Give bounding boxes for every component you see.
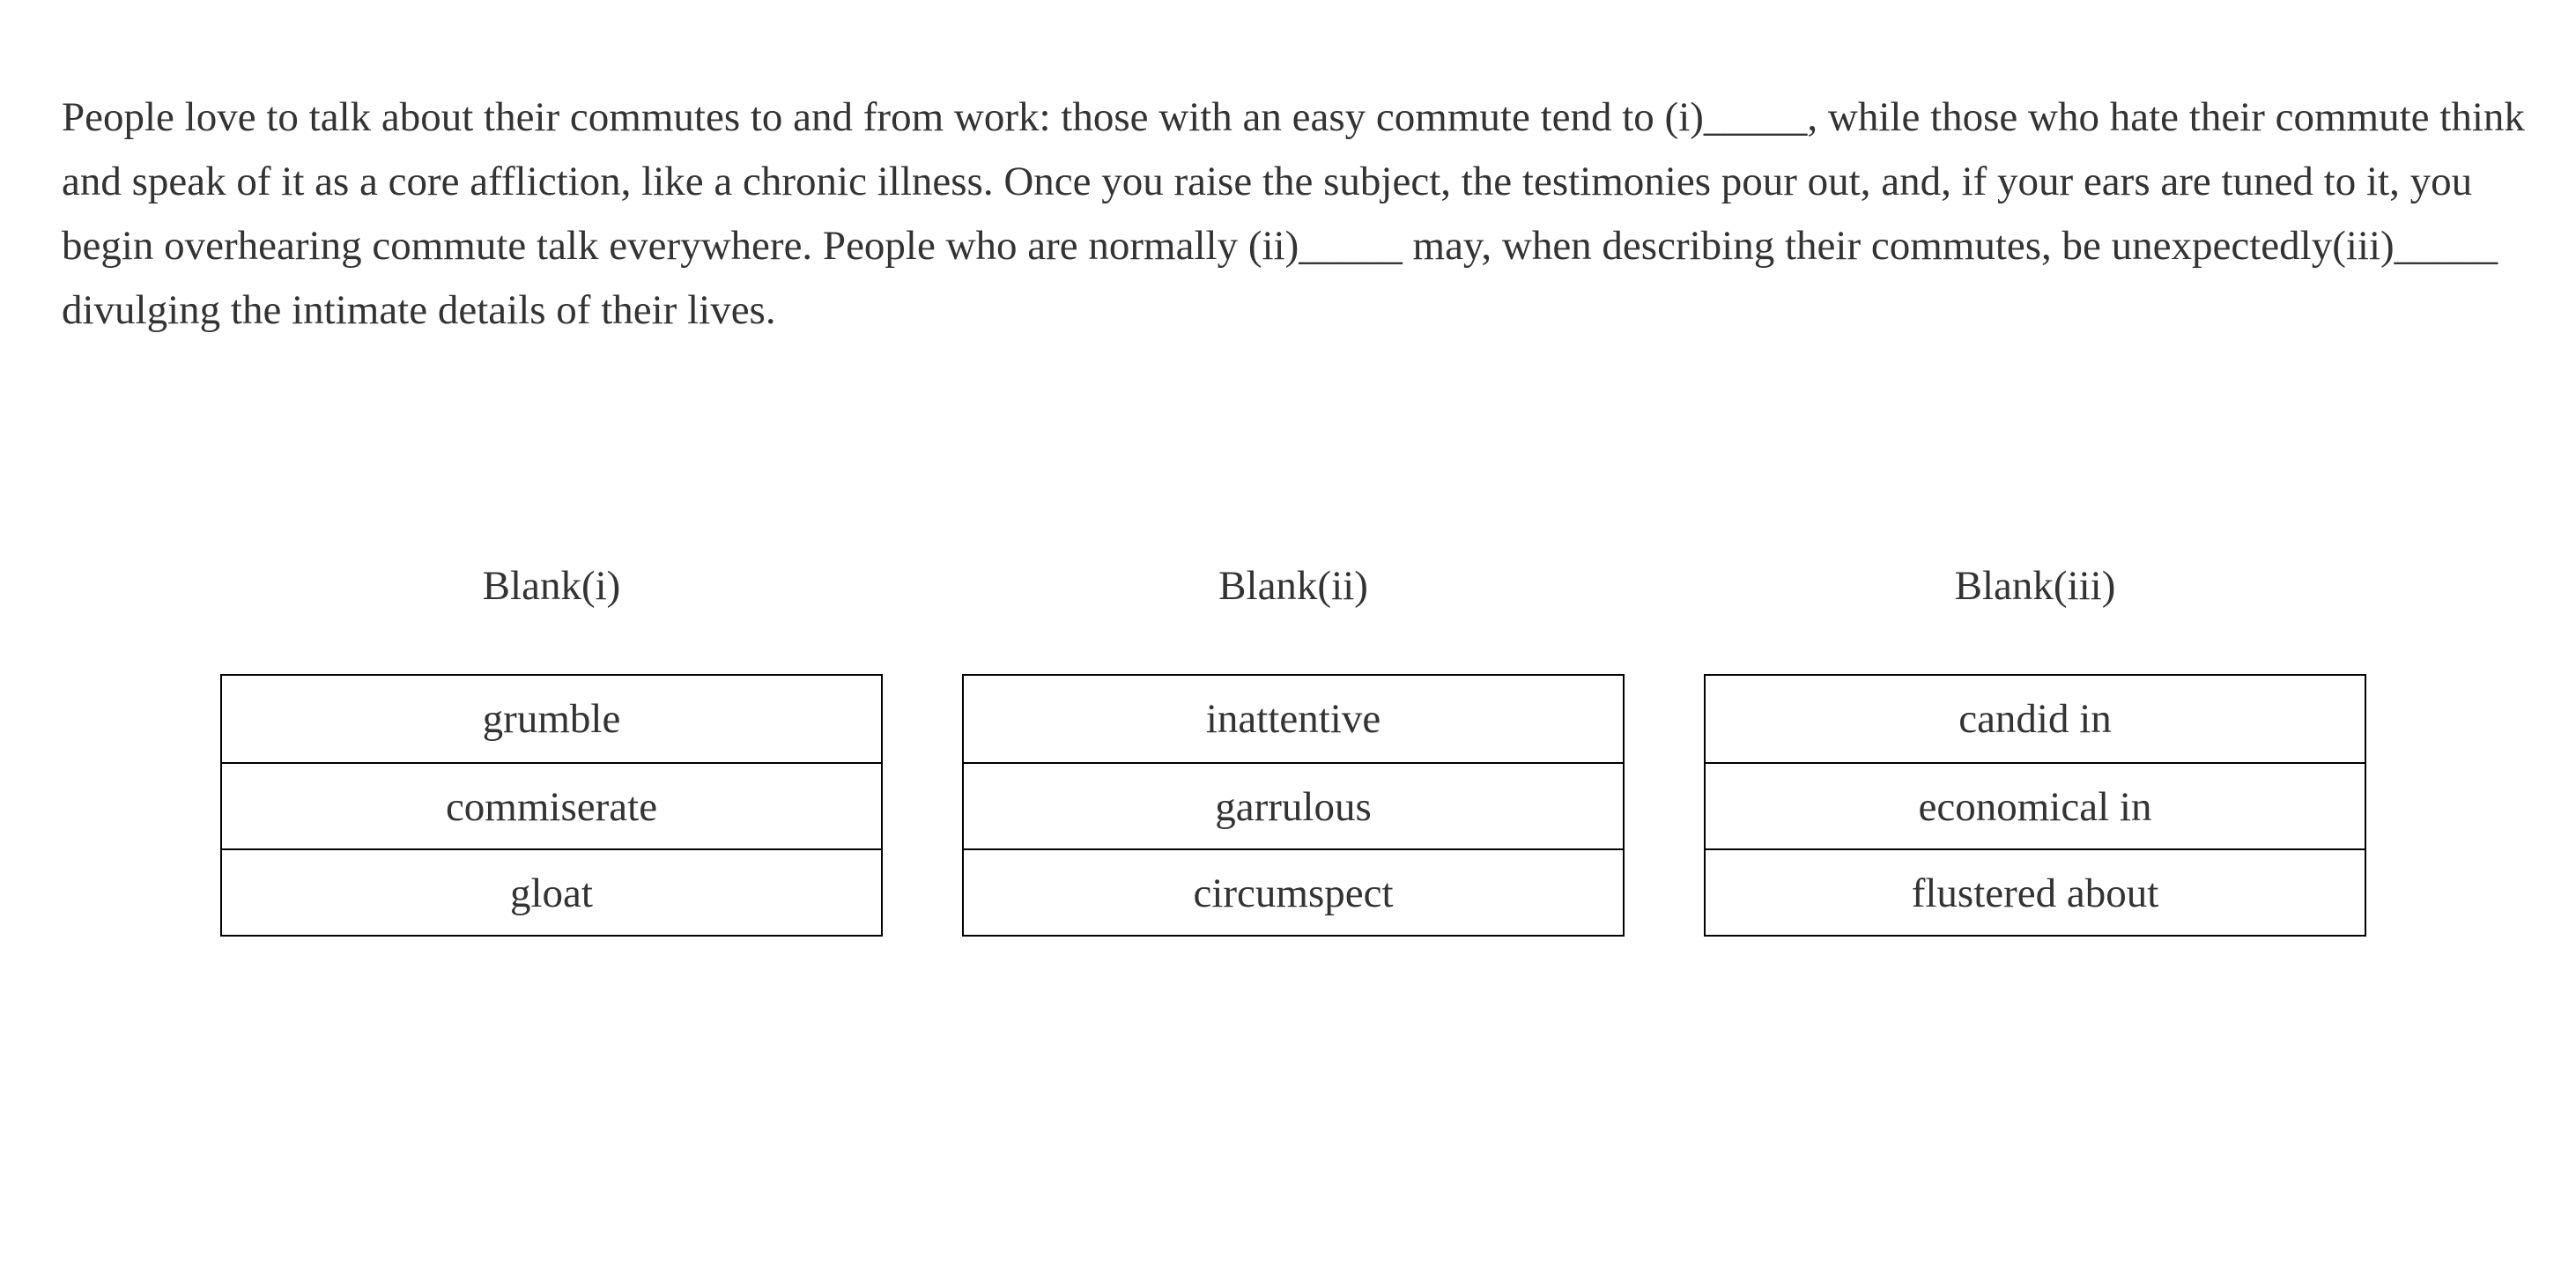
blank-ii-option-circumspect[interactable]: circumspect bbox=[964, 848, 1623, 935]
blank-choices bbox=[220, 555, 2366, 937]
blank-iii-options bbox=[1704, 674, 2366, 937]
question-passage: People love to talk about their commutes to and from work: those with an easy commute tend to (i)_____, while those who hate their commute think and speak of it as a core affliction, like a chronic illness. Once you raise the subject, the testimonies pour out, and, if your ears are tuned to it, you begin overhearing commute talk everywhere. People who are normally (ii)_____ may, when describing their commutes, be unexpectedly(iii)_____ divulging the intimate details of their lives. bbox=[62, 94, 2525, 333]
blank-ii-title: Blank(ii) bbox=[1218, 563, 1368, 609]
blank-i-option-gloat[interactable]: gloat bbox=[222, 848, 881, 935]
blank-iii-option-economical-in[interactable]: economical in bbox=[1706, 762, 2365, 848]
blank-i-title: Blank(i) bbox=[482, 563, 621, 609]
blank-iii-option-candid-in[interactable]: candid in bbox=[1958, 696, 2112, 742]
blank-i-option-commiserate[interactable]: commiserate bbox=[222, 762, 881, 848]
blank-iii-title: Blank(iii) bbox=[1954, 563, 2116, 609]
blank-i-column bbox=[220, 555, 883, 937]
blank-ii-option-inattentive[interactable]: inattentive bbox=[1205, 696, 1381, 742]
blank-ii-option-garrulous[interactable]: garrulous bbox=[964, 762, 1623, 848]
blank-ii-column bbox=[962, 555, 1625, 937]
blank-i-option-grumble[interactable]: grumble bbox=[482, 696, 621, 742]
blank-iii-option-flustered-about[interactable]: flustered about bbox=[1706, 848, 2365, 935]
blank-i-options bbox=[220, 674, 883, 937]
blank-iii-column bbox=[1704, 555, 2366, 937]
blank-ii-options bbox=[962, 674, 1625, 937]
